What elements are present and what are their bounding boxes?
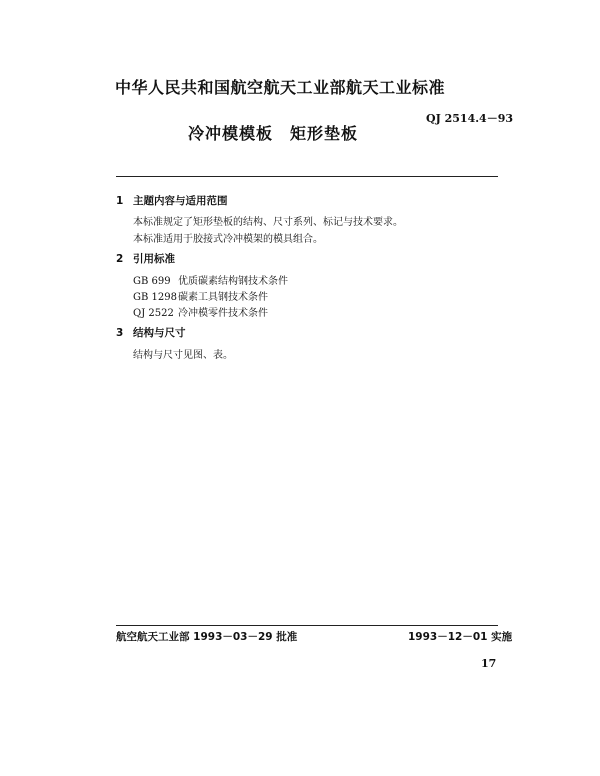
- section-1-title: 主题内容与适用范围: [133, 195, 228, 207]
- section-3-paragraph-1: 结构与尺寸见图、表。: [133, 350, 233, 361]
- section-2-title: 引用标准: [133, 253, 175, 265]
- section-2-number: 2: [116, 253, 124, 265]
- reference-code: QJ 2522: [133, 308, 174, 319]
- reference-code: GB 1298: [133, 292, 177, 303]
- section-1-paragraph-1: 本标准规定了矩形垫板的结构、尺寸系列、标记与技术要求。: [133, 217, 403, 228]
- section-3-title: 结构与尺寸: [133, 327, 186, 339]
- section-2-heading: [116, 251, 175, 266]
- issuing-authority-heading: 中华人民共和国航空航天工业部航天工业标准: [115, 78, 446, 97]
- reference-item: [133, 288, 268, 303]
- section-3-heading: [116, 325, 186, 340]
- section-1-heading: [116, 193, 228, 208]
- document-title: 冷冲模模板 矩形垫板: [188, 124, 359, 143]
- reference-item: [133, 304, 268, 319]
- reference-code: GB 699: [133, 276, 171, 287]
- reference-item: [133, 272, 288, 287]
- page-number: 17: [481, 657, 497, 670]
- section-1-paragraph-2: 本标准适用于胶接式冷冲模架的模具组合。: [133, 234, 323, 245]
- standard-number: QJ 2514.4－93: [426, 112, 514, 125]
- reference-name: 优质碳素结构钢技术条件: [178, 276, 288, 287]
- implementation-date: 1993－12－01 实施: [408, 631, 513, 643]
- section-3-number: 3: [116, 327, 124, 339]
- section-1-number: 1: [116, 195, 124, 207]
- footer-divider: [116, 625, 498, 626]
- reference-name: 碳素工具钢技术条件: [178, 292, 268, 303]
- header-divider: [116, 176, 498, 177]
- reference-name: 冷冲模零件技术条件: [178, 308, 268, 319]
- approval-line: 航空航天工业部 1993－03－29 批准: [116, 631, 298, 643]
